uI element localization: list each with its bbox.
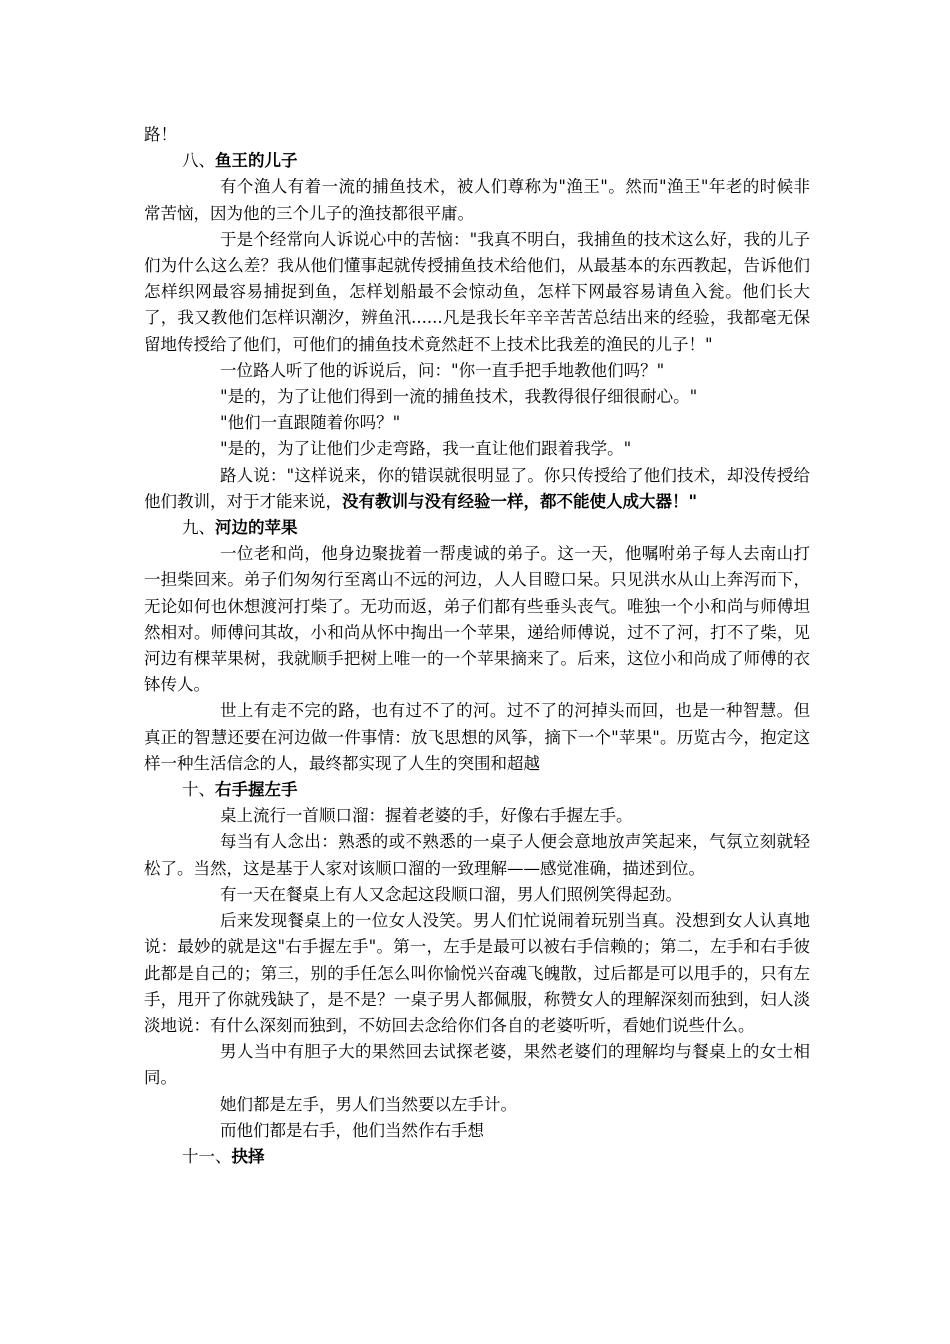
section-number: 八、 — [182, 151, 215, 171]
section-heading-9 — [144, 515, 810, 541]
paragraph: 有一天在餐桌上有人又念起这段顺口溜，男人们照例笑得起劲。 — [220, 884, 682, 904]
section-number: 十一、 — [182, 1146, 232, 1166]
paragraph: 一位路人听了他的诉说后，问："你一直手把手地教他们吗？" — [220, 360, 665, 380]
section-heading-11 — [144, 1144, 810, 1170]
section-number: 九、 — [182, 518, 215, 538]
paragraph: 她们都是左手，男人们当然要以左手计。 — [220, 1094, 517, 1114]
paragraph: "是的，为了让他们少走弯路，我一直让他们跟着我学。" — [220, 439, 632, 459]
section-number: 十、 — [182, 780, 215, 800]
continuation-text: 路！ — [144, 125, 177, 144]
section-title: 右手握左手 — [215, 780, 298, 800]
section-title: 河边的苹果 — [215, 518, 298, 538]
paragraph: 每当有人念出：熟悉的或不熟悉的一桌子人便会意地放声笑起来，气氛立刻就轻松了。当然，这是基于人家对该顺口溜的一致理解——感觉准确，描述到位。 — [144, 832, 810, 878]
paragraph: 世上有走不完的路，也有过不了的河。过不了的河掉头而回，也是一种智慧。但真正的智慧还要在河边做一件事情：放飞思想的风筝，摘下一个"苹果"。历览古今，抱定这样一种生活信念的人，最终都实现了人生的突围和超越 — [144, 701, 810, 773]
section-title: 鱼王的儿子 — [215, 151, 298, 171]
emphasized-text: 没有教训与没有经验一样，都不能使人成大器！" — [342, 491, 698, 511]
paragraph: 后来发现餐桌上的一位女人没笑。男人们忙说闹着玩别当真。没想到女人认真地说：最妙的就是这"右手握左手"。第一，左手是最可以被右手信赖的；第二，左手和右手彼此都是自己的；第三，别的手任怎么叫你愉悦兴奋魂飞魄散，过后都是可以甩手的，只有左手，甩开了你就残缺了，是不是？一桌子男人都佩服，称赞女人的理解深刻而独到，妇人淡淡地说：有什么深刻而独到，不妨回去念给你们各自的老婆听听，看她们说些什么。 — [144, 911, 810, 1035]
paragraph: "是的，为了让他们得到一流的捕鱼技术，我教得很仔细很耐心。" — [220, 387, 698, 407]
paragraph: "他们一直跟随着你吗？" — [220, 413, 401, 433]
paragraph-text: 路人说："这样说来，你的错误就很明显了。你只传授给了他们技术，却没传授给他们教训，对于才能来说， — [144, 465, 810, 511]
paragraph: 有个渔人有着一流的捕鱼技术，被人们尊称为"渔王"。然而"渔王"年老的时候非常苦恼，因为他的三个儿子的渔技都很平庸。 — [144, 177, 810, 223]
section-title: 抉择 — [231, 1146, 265, 1166]
section-heading-8 — [144, 148, 810, 174]
document-body — [144, 122, 810, 1170]
paragraph: 桌上流行一首顺口溜：握着老婆的手，好像右手握左手。 — [220, 806, 633, 826]
section-heading-10 — [144, 777, 810, 803]
paragraph: 男人当中有胆子大的果然回去试探老婆，果然老婆们的理解均与餐桌上的女士相同。 — [144, 1042, 810, 1088]
paragraph: 而他们都是右手，他们当然作右手想 — [220, 1120, 484, 1140]
paragraph: 一位老和尚，他身边聚拢着一帮虔诚的弟子。这一天，他嘱咐弟子每人去南山打一担柴回来。弟子们匆匆行至离山不远的河边，人人目瞪口呆。只见洪水从山上奔泻而下，无论如何也休想渡河打柴了。无功而返，弟子们都有些垂头丧气。唯独一个小和尚与师傅坦然相对。师傅问其故，小和尚从怀中掏出一个苹果，递给师傅说，过不了河，打不了柴，见河边有棵苹果树，我就顺手把树上唯一的一个苹果摘来了。后来，这位小和尚成了师傅的衣钵传人。 — [144, 544, 810, 695]
paragraph — [144, 463, 810, 515]
paragraph: 于是个经常向人诉说心中的苦恼："我真不明白，我捕鱼的技术这么好，我的儿子们为什么这么差？我从他们懂事起就传授捕鱼技术给他们，从最基本的东西教起，告诉他们怎样织网最容易捕捉到鱼，怎样划船最不会惊动鱼，怎样下网最容易请鱼入瓮。他们长大了，我又教他们怎样识潮汐，辨鱼汛......凡是我长年辛辛苦苦总结出来的经验，我都毫无保留地传授给了他们，可他们的捕鱼技术竟然赶不上技术比我差的渔民的儿子！" — [144, 229, 810, 354]
